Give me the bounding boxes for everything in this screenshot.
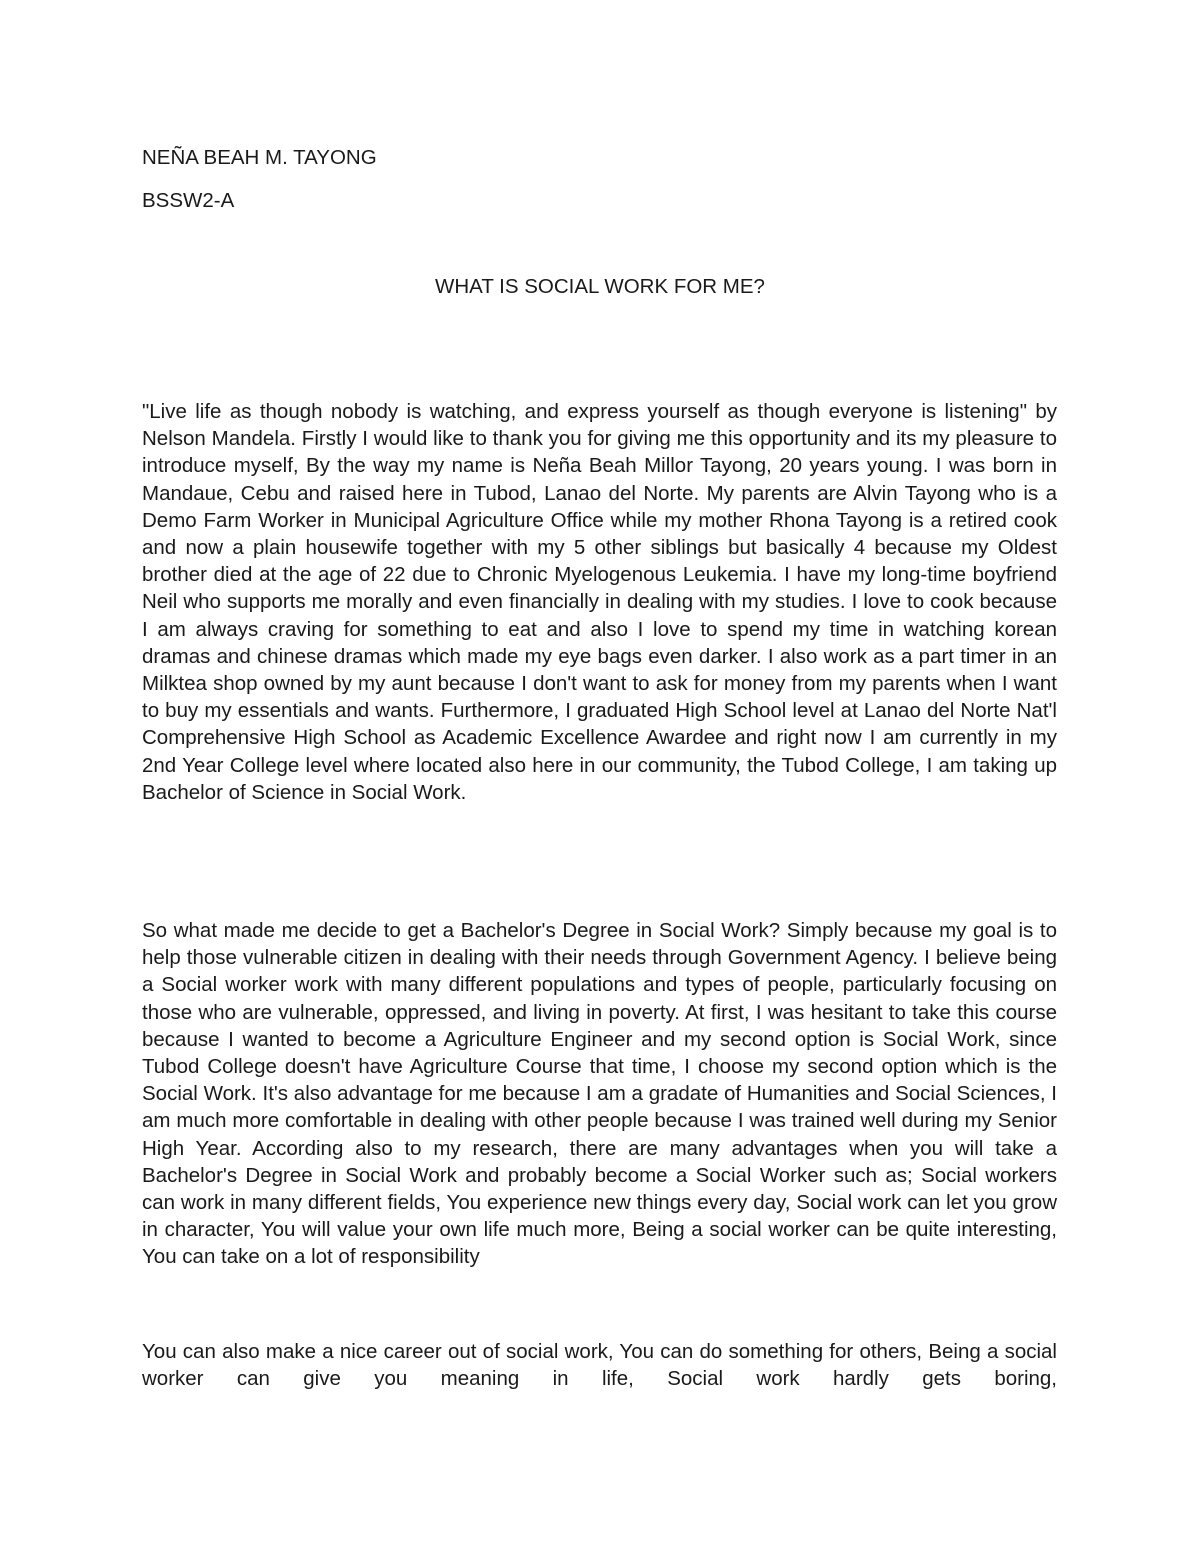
paragraph-introduction: "Live life as though nobody is watching, and express yourself as though everyone is listening" by Nelson Mandela. Firstly I would like to thank you for giving me this opportunity and its my pleasure to introduce myself, By the way my name is Neña Beah Millor Tayong, 20 years young. I was born in Mandaue, Cebu and raised here in Tubod, Lanao del Norte. My parents are Alvin Tayong who is a Demo Farm Worker in Municipal Agriculture Office while my mother Rhona Tayong is a retired cook and now a plain housewife together with my 5 other siblings but basically 4 because my Oldest brother died at the age of 22 due to Chronic Myelogenous Leukemia. I have my long-time boyfriend Neil who supports me morally and even financially in dealing with my studies. I love to cook because I am always craving for something to eat and also I love to spend my time in watching korean dramas and chinese dramas which made my eye bags even darker. I also work as a part timer in an Milktea shop owned by my aunt because I don't want to ask for money from my parents when I want to buy my essentials and wants. Furthermore, I graduated High School level at Lanao del Norte Nat'l Comprehensive High School as Academic Excellence Awardee and right now I am currently in my 2nd Year College level where located also here in our community, the Tubod College, I am taking up Bachelor of Science in Social Work.: [142, 400, 1057, 804]
author-name: NEÑA BEAH M. TAYONG: [142, 146, 377, 169]
course-section: BSSW2-A: [142, 189, 235, 212]
essay-title: WHAT IS SOCIAL WORK FOR ME?: [435, 275, 765, 298]
paragraph-motivation: So what made me decide to get a Bachelor's Degree in Social Work? Simply because my goal is to help those vulnerable citizen in dealing with their needs through Government Agency. I believe being a Social worker work with many different populations and types of people, particularly focusing on those who are vulnerable, oppressed, and living in poverty. At first, I was hesitant to take this course because I wanted to become a Agriculture Engineer and my second option is Social Work, since Tubod College doesn't have Agriculture Course that time, I choose my second option which is the Social Work. It's also advantage for me because I am a gradate of Humanities and Social Sciences, I am much more comfortable in dealing with other people because I was trained well during my Senior High Year. According also to my research, there are many advantages when you will take a Bachelor's Degree in Social Work and probably become a Social Worker such as; Social workers can work in many different fields, You experience new things every day, Social work can let you grow in character, You will value your own life much more, Being a social worker can be quite interesting, You can take on a lot of responsibility: [142, 919, 1057, 1269]
paragraph-continuation: You can also make a nice career out of social work, You can do something for others, Being a social worker can give you meaning in life, Social work hardly gets boring,: [142, 1340, 1057, 1391]
